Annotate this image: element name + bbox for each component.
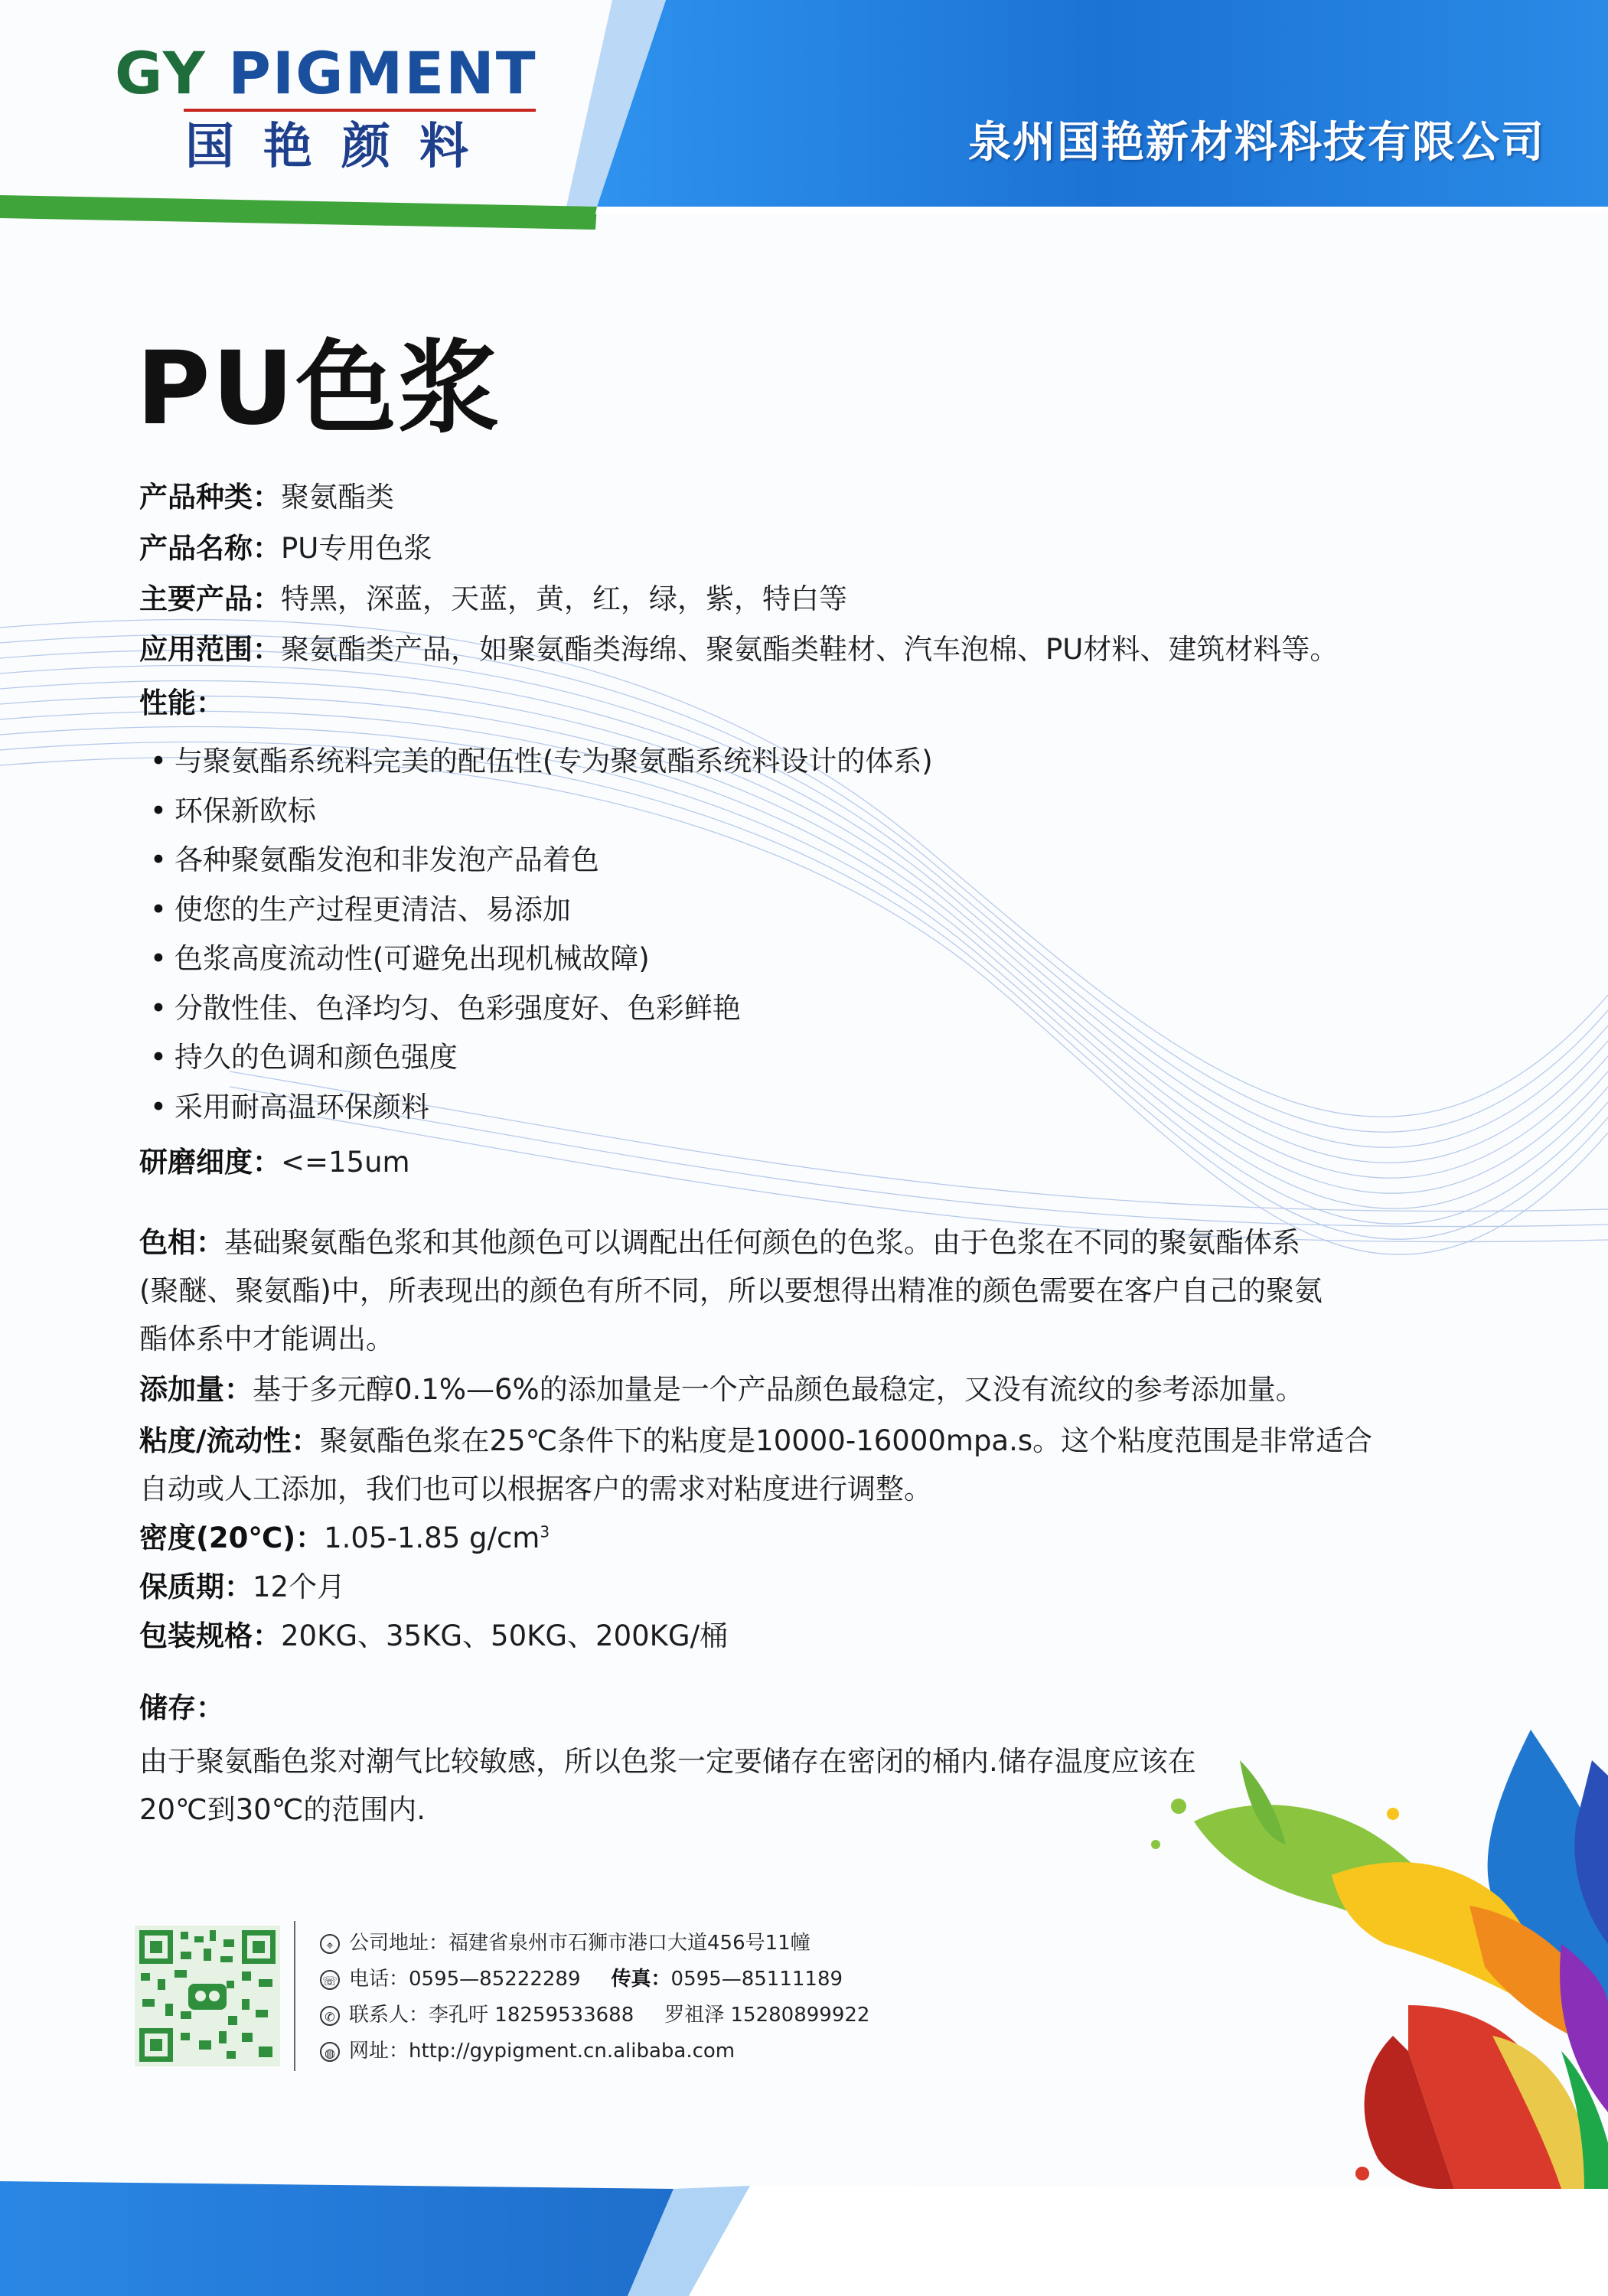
viscosity-line-2: 自动或人工添加，我们也可以根据客户的需求对粘度进行调整。 [139,1473,932,1505]
spec-name: 产品名称：PU专用色浆 [139,532,432,565]
website-link[interactable]: http://gypigment.cn.alibaba.com [409,2040,736,2063]
list-item: • 色浆高度流动性(可避免出现机械故障) [150,934,933,984]
spec-application: 应用范围：聚氨酯类产品，如聚氨酯类海绵、聚氨酯类鞋材、汽车泡棉、PU材料、建筑材料等。 [139,633,1339,666]
spec-type: 产品种类：聚氨酯类 [139,481,394,514]
performance-heading: 性能： [139,687,224,719]
hue-line-2: (聚醚、聚氨酯)中，所表现出的颜色有所不同，所以要想得出精准的颜色需要在客户自己的聚氨 [139,1274,1323,1307]
list-item: • 各种聚氨酯发泡和非发泡产品着色 [150,836,933,885]
list-item: • 使您的生产过程更清洁、易添加 [150,885,933,935]
spec-fineness: 研磨细度：<=15um [139,1146,410,1179]
contact-website: ◍ 网址：http://gypigment.cn.alibaba.com [320,2033,869,2069]
storage-text [139,1737,1456,1834]
viscosity-line-1: 粘度/流动性：聚氨酯色浆在25℃条件下的粘度是10000-16000mpa.s。这个粘度范围是非常适合 [139,1424,1373,1457]
spec-hue [139,1218,1456,1363]
hue-line-3: 酯体系中才能调出。 [139,1322,394,1355]
storage-line-2: 20℃到30℃的范围内. [139,1793,426,1826]
phone-icon: ☏ [320,1970,340,1990]
qr-code [135,1926,280,2066]
list-item: • 采用耐高温环保颜料 [150,1083,933,1133]
logo-en-gy: GY [115,39,229,107]
spec-packaging: 包装规格：20KG、35KG、50KG、200KG/桶 [139,1619,729,1652]
spec-dosage: 添加量：基于多元醇0.1%—6%的添加量是一个产品颜色最稳定，又没有流纹的参考添加量。 [139,1373,1304,1406]
logo-chinese: 国艳颜料 [185,119,497,175]
performance-list [150,737,933,1132]
list-item: • 与聚氨酯系统料完美的配伍性(专为聚氨酯系统料设计的体系) [150,737,933,787]
storage-line-1: 由于聚氨酯色浆对潮气比较敏感，所以色浆一定要储存在密闭的桶内.储存温度应该在 [139,1745,1196,1778]
location-pin-icon: ⌖ [320,1934,340,1954]
list-item: • 持久的色调和颜色强度 [150,1033,933,1083]
spec-viscosity [139,1417,1456,1513]
list-item: • 分散性佳、色泽均匀、色彩强度好、色彩鲜艳 [150,984,933,1034]
company-name: 泉州国艳新材料科技有限公司 [968,118,1545,168]
hue-line-1: 色相：基础聚氨酯色浆和其他颜色可以调配出任何颜色的色浆。由于色浆在不同的聚氨酯体系 [139,1226,1300,1259]
contact-address: ⌖ 公司地址：福建省泉州市石狮市港口大道456号11幢 [320,1926,869,1962]
logo-en-pigment: PIGMENT [228,39,537,107]
spec-main-products: 主要产品：特黑，深蓝，天蓝，黄，红，绿，紫，特白等 [139,582,847,615]
spec-shelf-life: 保质期：12个月 [139,1570,346,1603]
contact-info [320,1926,869,2069]
footer-divider [294,1921,295,2071]
page-title: PU色浆 [136,330,501,448]
contact-persons: ✆ 联系人：李孔吁 18259533688 罗祖泽 15280899922 [320,1998,869,2033]
handset-icon: ✆ [320,2006,340,2026]
spec-density: 密度(20℃)：1.05-1.85 $g/cm^3$ [139,1521,550,1554]
globe-icon: ◍ [320,2042,340,2062]
list-item: • 环保新欧标 [150,787,933,837]
contact-phone-fax: ☏ 电话：0595—85222289 传真：0595—85111189 [320,1962,869,1998]
storage-heading: 储存： [139,1691,224,1724]
